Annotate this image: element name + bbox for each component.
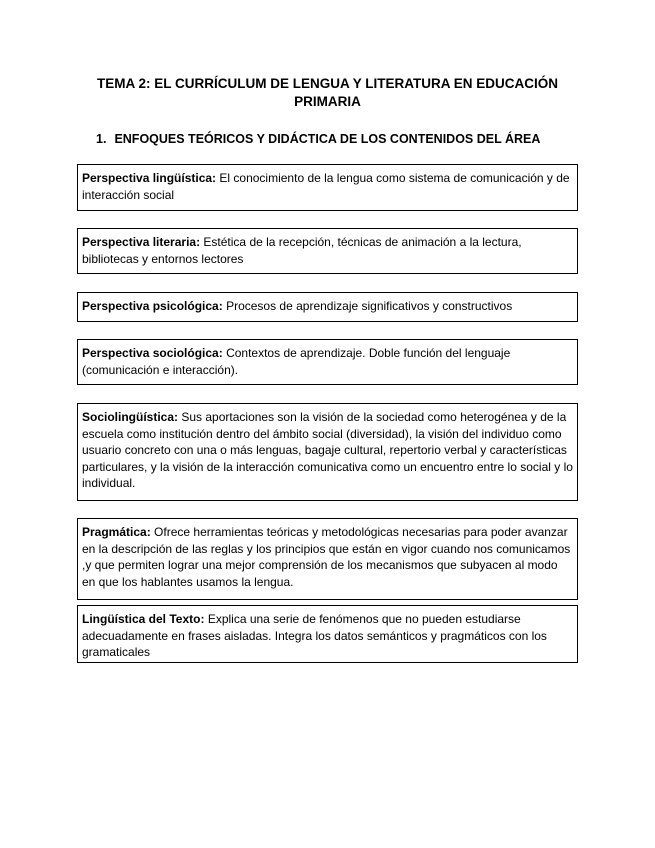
perspective-term: Perspectiva lingüística:: [82, 171, 217, 185]
perspective-box-sociologica: [77, 339, 578, 385]
perspective-box-sociolinguistica: [77, 403, 578, 501]
perspective-box-linguistica-texto: [77, 605, 578, 663]
perspective-term: Sociolingüística:: [82, 410, 179, 424]
perspective-term: Perspectiva psicológica:: [82, 299, 223, 313]
perspective-term: Pragmática:: [82, 525, 151, 539]
perspective-description: El conocimiento de la lengua como sistema de comunicación y de interacción social: [82, 171, 570, 202]
perspective-box-psicologica: [77, 292, 578, 322]
section-number: 1.: [96, 132, 107, 146]
perspective-box-literaria: [77, 228, 578, 274]
perspective-box-pragmatica: [77, 518, 578, 600]
perspective-term: Perspectiva literaria:: [82, 235, 201, 249]
section-heading-text: ENFOQUES TEÓRICOS Y DIDÁCTICA DE LOS CONTENIDOS DEL ÁREA: [114, 132, 541, 146]
perspective-description: Explica una serie de fenómenos que no pueden estudiarse adecuadamente en frases aisladas. Integra los datos semánticos y pragmáticos con los gramaticales: [82, 612, 547, 659]
perspective-description: Procesos de aprendizaje significativos y constructivos: [226, 299, 513, 313]
perspective-term: Perspectiva sociológica:: [82, 346, 223, 360]
perspective-description: Sus aportaciones son la visión de la sociedad como heterogénea y de la escuela como institución dentro del ámbito social (diversidad), la visión del individuo como usuario concreto con una o más lenguas, bagaje cultural, repertorio verbal y características particulares, y la visión de la interacción comunicativa como un encuentro entre lo social y lo individual.: [82, 410, 573, 490]
section-heading: [96, 131, 540, 147]
perspective-description: Ofrece herramientas teóricas y metodológicas necesarias para poder avanzar en la descripción de las reglas y los principios que están en vigor cuando nos comunicamos ,y que permiten lograr una mejor comprensión de los mecanismos que subyacen al modo en que los hablantes usamos la lengua.: [82, 525, 571, 589]
page-title: TEMA 2: EL CURRÍCULUM DE LENGUA Y LITERATURA EN EDUCACIÓN PRIMARIA: [96, 76, 558, 109]
perspective-box-linguistica: [77, 164, 578, 211]
perspective-description: Estética de la recepción, técnicas de animación a la lectura, bibliotecas y entornos lectores: [82, 235, 522, 266]
perspective-term: Lingüística del Texto:: [82, 612, 205, 626]
perspective-description: Contextos de aprendizaje. Doble función del lenguaje (comunicación e interacción).: [82, 346, 511, 377]
